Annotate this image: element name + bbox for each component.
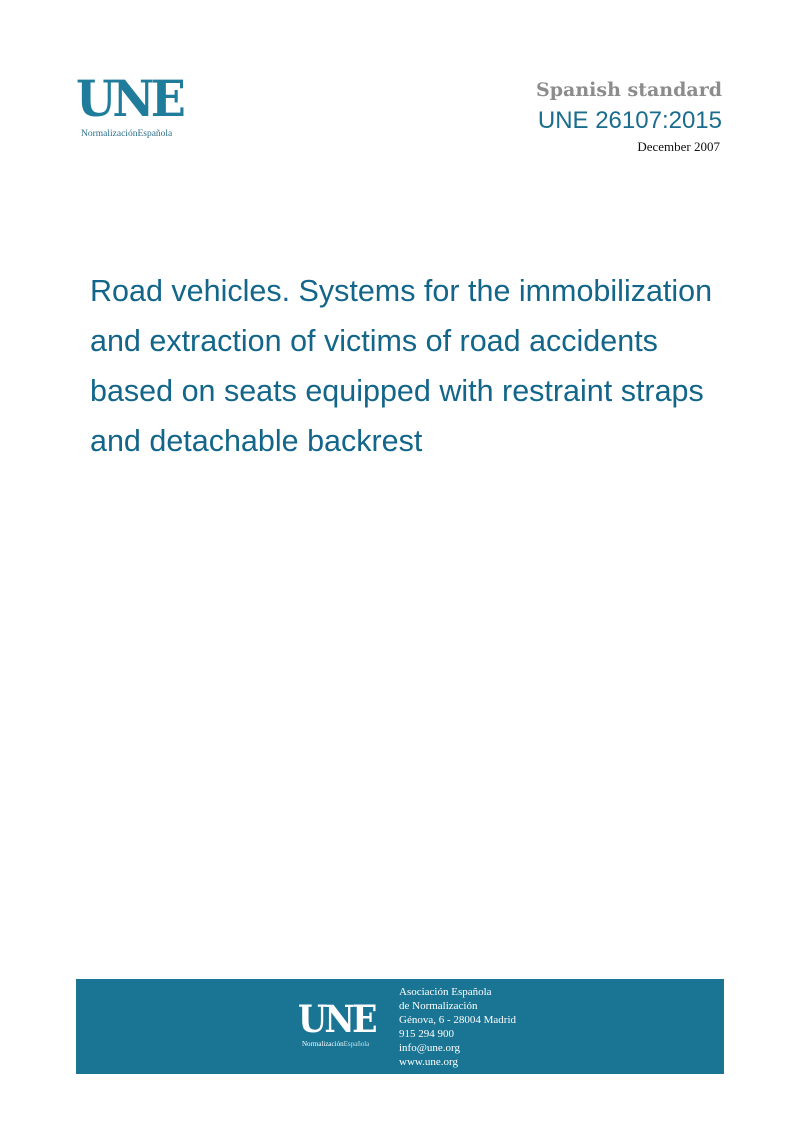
une-logo xyxy=(76,69,196,144)
footer-band xyxy=(76,979,724,1074)
org-phone: 915 294 900 xyxy=(399,1028,454,1040)
org-website[interactable]: www.une.org xyxy=(399,1056,458,1068)
document-title xyxy=(90,266,780,466)
footer-logo-mark: UNE xyxy=(298,997,375,1041)
logo-sub-normalizacion: Normalización xyxy=(81,129,138,139)
une-logo-mark: UNE xyxy=(76,69,183,128)
org-address: Génova, 6 - 28004 Madrid xyxy=(399,1014,517,1026)
footer-une-logo xyxy=(298,997,384,1051)
title-line-3: based on seats equipped with restraint straps xyxy=(90,374,704,408)
standard-header xyxy=(536,78,722,155)
org-name-line-1: Asociación Española xyxy=(399,986,492,998)
org-email[interactable]: info@une.org xyxy=(399,1042,460,1054)
footer-contact-info xyxy=(399,985,516,1069)
footer-logo-sub-normalizacion: Normalización xyxy=(302,1040,344,1048)
footer-logo-sub-espanola: Española xyxy=(343,1040,370,1048)
standard-type: Spanish standard xyxy=(536,79,722,101)
title-line-4: and detachable backrest xyxy=(90,424,423,458)
title-line-2: and extraction of victims of road accidents xyxy=(90,324,658,358)
standard-date: December 2007 xyxy=(637,139,720,154)
standard-code: UNE 26107:2015 xyxy=(537,107,722,134)
logo-sub-espanola: Española xyxy=(137,129,173,139)
footer-logo-subtitle xyxy=(302,1040,384,1049)
title-line-1: Road vehicles. Systems for the immobilization xyxy=(90,274,713,308)
une-logo-subtitle xyxy=(81,129,196,140)
org-name-line-2: de Normalización xyxy=(399,1000,478,1012)
